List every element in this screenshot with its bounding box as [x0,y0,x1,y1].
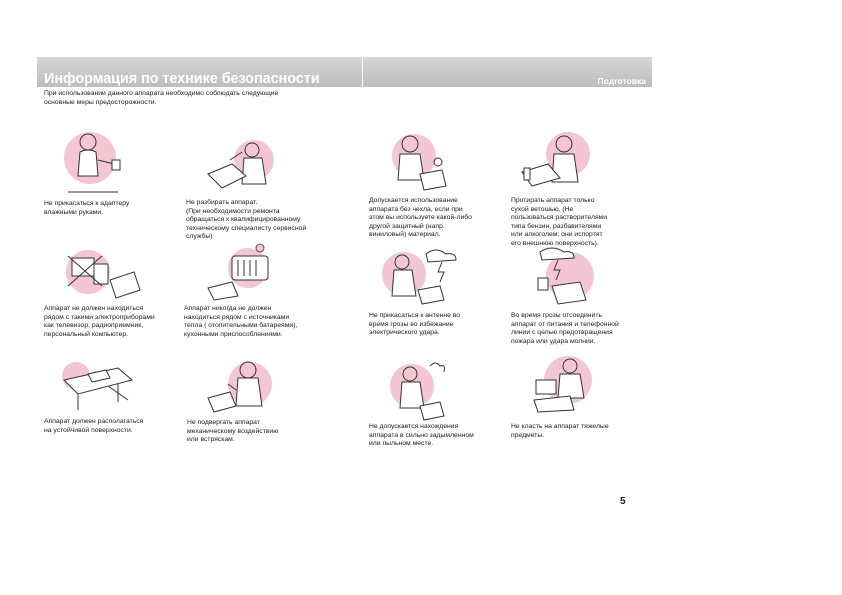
illustration-stable-surface [58,356,138,412]
tip-caption-8: Во время грозы отсоединить аппарат от питания и телефонной линии с целью предотвращения пожара или удара молнии. [511,312,619,345]
section-label: Подготовка [597,76,646,86]
illustration-heat-sources [204,242,280,302]
illustration-cover-material [380,124,452,196]
page-title: Информация по технике безопасности [44,71,320,87]
illustration-unplug-storm [530,246,596,308]
tip-caption-11: Не допускается нахождения аппарата в сильно задымленном или пыльном месте. [369,423,474,448]
tip-caption-10: Не подвергать аппарат механическому воздействию или встряскам. [187,419,279,444]
tip-caption-12: Не класть на аппарат тяжелые предметы. [511,423,609,439]
illustration-electronics-nearby [58,246,142,300]
illustration-heavy-objects [530,350,596,416]
tip-caption-7: Не прикасаться к антенне во время грозы во избежание электрического удара. [369,312,461,337]
tip-caption-1: Не прикасаться к адаптеру влажными руками. [44,200,130,216]
tip-caption-3: Допускается использование аппарата без чехла, если при этом вы используете какой-либо другой защитный (напр. виниловый) материал. [369,197,472,239]
illustration-adapter-wet-hands [58,124,128,196]
tip-caption-2: Не разбирать аппарат. (При необходимости ремонта обращаться к квалифицированному техническому специалисту сервисной службы) [186,199,307,241]
illustration-do-not-disassemble [202,130,278,192]
tip-caption-9: Аппарат должен располагаться на устойчивой поверхности. [44,418,144,434]
page-number: 5 [620,496,626,507]
illustration-dry-cloth [518,128,594,190]
header-divider [362,57,363,87]
illustration-dust-smoke [386,356,452,422]
tip-caption-5: Аппарат не должен находиться рядом с такими электроприборами как телевизор, радиоприемник, персональный компьютер. [44,305,155,338]
tip-caption-6: Аппарат никогда не должен находиться рядом с источниками тепла ( отопительными батареями), кухонными приспособлениями. [184,305,298,338]
header-bar [37,57,652,87]
intro-text: При использовании данного аппарата необходимо соблюдать следующие основные меры предосторожности. [44,90,279,106]
tip-caption-4: Протирать аппарат только сухой ветошью. (Не пользоваться растворителями типа бензин, разбавителями или алкоголем; они испортят его внешнюю поверхность). [511,197,608,247]
illustration-antenna-storm [380,246,464,306]
illustration-no-shock [204,354,280,416]
